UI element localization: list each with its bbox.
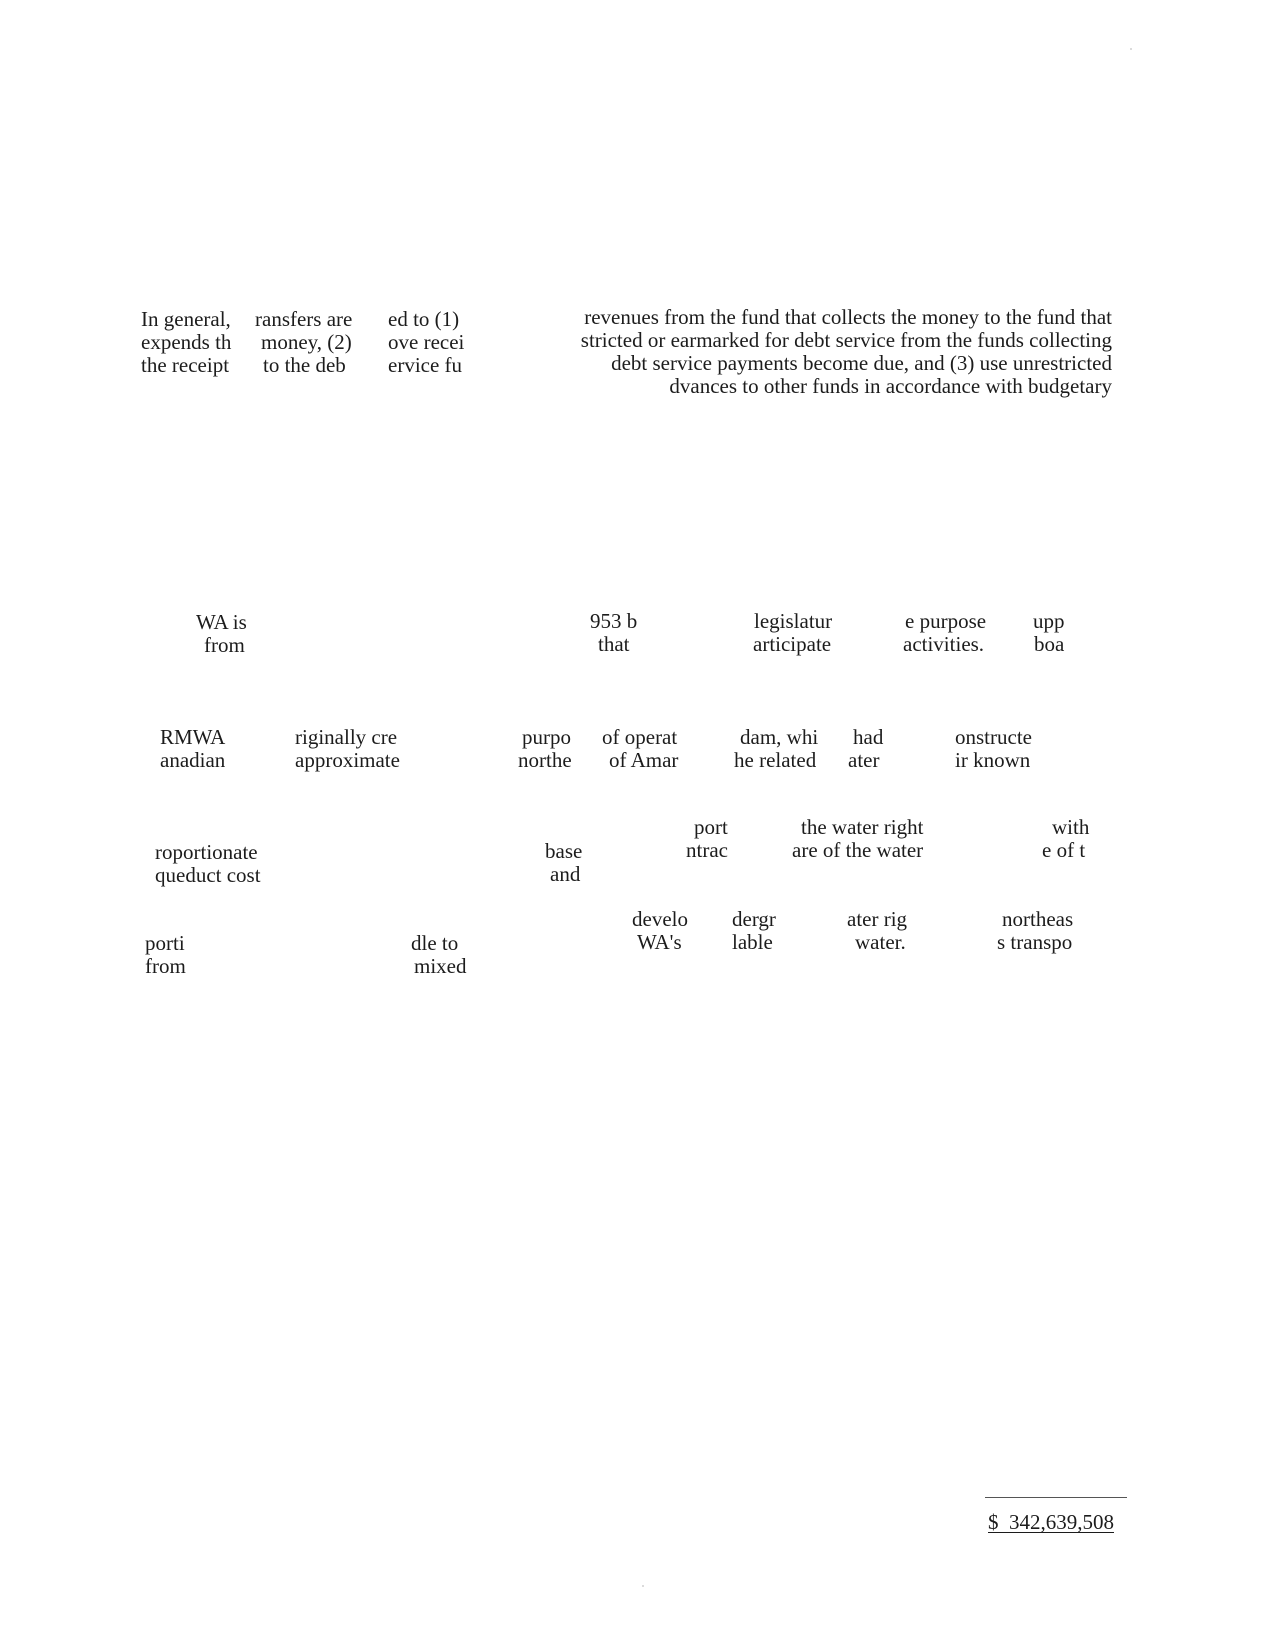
p3-col-g-line-1: onstructe [955,725,1032,749]
p3-col-e-line-2: he related [734,748,817,772]
p4-col-e-line-2: e of t [1042,838,1086,862]
p3-col-e-line-1: dam, whi [740,725,819,749]
p1-col-c-line-3: ervice fu [388,353,463,377]
p3-col-f-line-1: had [853,725,884,749]
scan-speck [642,1585,644,1587]
p4-col-c-line-1: port [694,815,728,839]
scan-speck [1130,48,1132,50]
p5-col-e-line-2: water. [855,930,906,954]
p2-col-b-line-2: that [598,632,630,656]
total-amount: $ 342,639,508 [988,1510,1114,1534]
p3-col-c-line-2: northe [518,748,572,772]
p3-col-d-line-2: of Amar [609,748,679,772]
p4-col-d-line-1: the water right [801,815,924,839]
p1-col-c-line-1: ed to (1) [388,307,460,331]
p2-col-b-line-1: 953 b [590,609,638,633]
p5-col-e-line-1: ater rig [847,907,908,931]
p4-col-c-line-2: ntrac [686,838,728,862]
p4-col-a-line-2: queduct cost [155,863,261,887]
p5-col-d-line-1: dergr [732,907,776,931]
p4-col-d-line-2: are of the water [792,838,924,862]
p5-col-b-line-2: mixed [414,954,467,978]
p3-col-d-line-1: of operat [602,725,678,749]
p2-col-c-line-1: legislatur [754,609,833,633]
p5-col-a-line-1: porti [145,931,185,955]
p1-col-c-line-2: ove recei [388,330,465,354]
p2-col-d-line-2: activities. [903,632,985,656]
p4-col-a-line-1: roportionate [155,840,258,864]
p3-col-b-line-1: riginally cre [295,725,398,749]
p3-col-c-line-1: purpo [522,725,571,749]
p2-col-e-line-1: upp [1033,609,1065,633]
p4-col-e-line-1: with [1052,815,1090,839]
p1-col-b-line-2: money, (2) [261,330,352,354]
p5-col-a-line-2: from [145,954,186,978]
p2-col-a-line-1: WA is [196,610,247,634]
p5-col-c-line-1: develo [632,907,688,931]
p3-col-g-line-2: ir known [955,748,1031,772]
p1-col-d-line-1: revenues from the fund that collects the money to the fund that [584,305,1112,329]
p2-col-e-line-2: boa [1034,632,1065,656]
p1-col-d-line-4: dvances to other funds in accordance with budgetary [669,374,1112,398]
p1-col-b-line-3: to the deb [263,353,346,377]
p3-col-b-line-2: approximate [295,748,400,772]
p1-col-d-line-3: debt service payments become due, and (3) use unrestricted [611,351,1112,375]
p1-col-d-line-2: stricted or earmarked for debt service from the funds collecting [580,328,1112,352]
p5-col-f-line-1: northeas [1002,907,1074,931]
p5-col-f-line-2: s transpo [997,930,1073,954]
p3-col-f-line-2: ater [848,748,880,772]
p2-col-a-line-2: from [204,633,245,657]
p3-col-a-line-1: RMWA [160,725,226,749]
p5-col-c-line-2: WA's [637,930,682,954]
p5-col-b-line-1: dle to [411,931,459,955]
p1-col-a-line-3: the receipt [141,353,230,377]
p2-col-c-line-2: articipate [753,632,832,656]
p3-col-a-line-2: anadian [160,748,226,772]
p4-col-b-line-2: and [550,862,581,886]
p1-col-b-line-1: ransfers are [255,307,353,331]
total-rule [985,1497,1127,1498]
p4-col-b-line-1: base [545,839,583,863]
p2-col-d-line-1: e purpose [905,609,987,633]
p1-col-a-line-2: expends th [141,330,232,354]
p1-col-a-line-1: In general, [141,307,231,331]
p5-col-d-line-2: lable [732,930,773,954]
